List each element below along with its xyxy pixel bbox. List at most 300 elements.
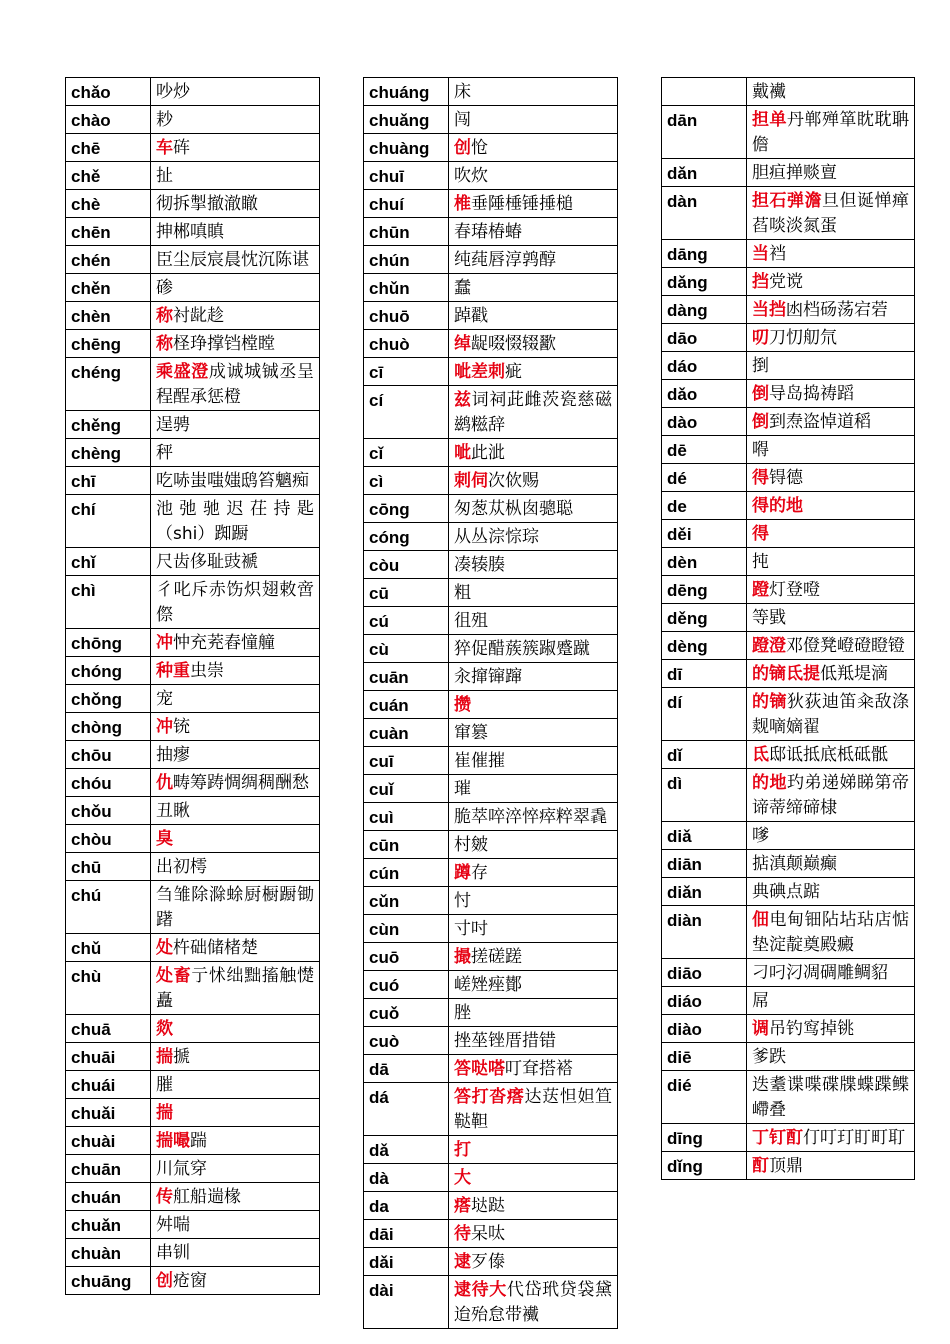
characters-cell: [151, 797, 320, 825]
pinyin-cell: dié: [662, 1071, 747, 1124]
pinyin-cell: cuǒ: [364, 999, 449, 1027]
pinyin-cell: chuí: [364, 190, 449, 218]
characters-cell: [449, 467, 618, 495]
pinyin-cell: chǒu: [66, 797, 151, 825]
characters: 村皴: [454, 835, 488, 855]
pinyin-cell: chuàn: [66, 1239, 151, 1267]
pinyin-cell: děng: [662, 604, 747, 632]
characters-cell: [151, 629, 320, 657]
polyphonic-characters: 处: [156, 938, 173, 958]
polyphonic-characters: 兹: [454, 390, 472, 410]
characters-cell: [449, 579, 618, 607]
polyphonic-characters: 传: [156, 1187, 173, 1207]
characters: 疵: [505, 362, 522, 382]
pinyin-cell: chuǎn: [66, 1211, 151, 1239]
dictionary-row: [364, 162, 618, 190]
characters-cell: [449, 190, 618, 218]
characters-cell: [151, 576, 320, 629]
characters-cell: [151, 439, 320, 467]
polyphonic-characters: 冲: [156, 717, 173, 737]
pinyin-cell: [662, 78, 747, 106]
characters: 垂陲棰锤捶槌: [471, 194, 573, 214]
dictionary-row: [364, 887, 618, 915]
dictionary-row: [364, 190, 618, 218]
characters-cell: [449, 887, 618, 915]
dictionary-row: [364, 831, 618, 859]
characters: 电甸钿阽坫玷店惦垫淀靛奠殿癜: [752, 910, 909, 955]
pinyin-cell: cóng: [364, 523, 449, 551]
dictionary-row: [662, 187, 915, 240]
characters: 砗: [173, 138, 190, 158]
characters: 龊啜惙辍歠: [471, 334, 556, 354]
dictionary-column-1: [65, 77, 320, 1295]
pinyin-cell: còu: [364, 551, 449, 579]
characters: 叮耷搭褡: [505, 1059, 573, 1079]
characters: 歹傣: [471, 1252, 505, 1272]
characters: 代岱玳贷袋黛迨殆怠带襶: [454, 1280, 612, 1325]
characters-cell: [747, 380, 915, 408]
dictionary-row: [66, 685, 320, 713]
characters: 顶鼎: [769, 1156, 803, 1176]
characters: 亍怵绌黜搐触憷矗: [156, 966, 314, 1011]
pinyin-cell: chǐ: [66, 548, 151, 576]
characters-cell: [747, 548, 915, 576]
dictionary-row: [364, 78, 618, 106]
dictionary-row: [66, 576, 320, 629]
pinyin-cell: chuāi: [66, 1043, 151, 1071]
dictionary-row: [66, 797, 320, 825]
characters: 挫莝锉厝措错: [454, 1031, 556, 1051]
pinyin-cell: chuāng: [66, 1267, 151, 1295]
polyphonic-characters: 乘盛澄: [156, 362, 209, 382]
pinyin-cell: dé: [662, 464, 747, 492]
pinyin-cell: chuī: [364, 162, 449, 190]
dictionary-row: [662, 660, 915, 688]
characters-cell: [151, 1099, 320, 1127]
characters-cell: [747, 632, 915, 660]
characters-cell: [449, 775, 618, 803]
characters-cell: [747, 576, 915, 604]
dictionary-row: [364, 330, 618, 358]
characters: 凑辏腠: [454, 555, 505, 575]
polyphonic-characters: 待: [454, 1224, 471, 1244]
pinyin-cell: cī: [364, 358, 449, 386]
pinyin-cell: dīng: [662, 1124, 747, 1152]
polyphonic-characters: 叨: [752, 328, 769, 348]
pinyin-cell: dǎo: [662, 380, 747, 408]
dictionary-row: [364, 218, 618, 246]
dictionary-row: [66, 1211, 320, 1239]
polyphonic-characters: 酊: [752, 1156, 769, 1176]
dictionary-row: [364, 134, 618, 162]
pinyin-cell: chuàng: [364, 134, 449, 162]
pinyin-cell: dào: [662, 408, 747, 436]
characters: 猝促醋蔟簇踧蹙蹴: [454, 639, 590, 659]
dictionary-row: [66, 246, 320, 274]
characters-cell: [449, 386, 618, 439]
characters: 此泚: [471, 443, 505, 463]
polyphonic-characters: 呲: [454, 443, 471, 463]
characters-cell: [747, 987, 915, 1015]
characters-cell: [449, 78, 618, 106]
polyphonic-characters: 答打沓瘩: [454, 1087, 525, 1107]
pinyin-cell: chún: [364, 246, 449, 274]
characters-cell: [151, 825, 320, 853]
characters: 词祠茈雌茨瓷慈磁鹚糍辞: [454, 390, 612, 435]
dictionary-row: [66, 1267, 320, 1295]
characters: 春瑃椿蝽: [454, 222, 522, 242]
pinyin-cell: dāi: [364, 1220, 449, 1248]
pinyin-cell: chuái: [66, 1071, 151, 1099]
characters-cell: [151, 330, 320, 358]
dictionary-row: [364, 1192, 618, 1220]
dictionary-row: [364, 803, 618, 831]
pinyin-cell: dáo: [662, 352, 747, 380]
characters: 忡充茺舂憧艟: [173, 633, 275, 653]
characters: 成诚城铖丞呈程酲承惩橙: [156, 362, 314, 407]
characters-cell: [449, 663, 618, 691]
characters-cell: [747, 1124, 915, 1152]
characters-cell: [747, 268, 915, 296]
dictionary-row: [66, 218, 320, 246]
dictionary-row: [662, 850, 915, 878]
pinyin-cell: chuǎng: [364, 106, 449, 134]
dictionary-row: [364, 1083, 618, 1136]
dictionary-row: [66, 78, 320, 106]
characters-cell: [449, 106, 618, 134]
characters-cell: [151, 962, 320, 1015]
dictionary-row: [662, 324, 915, 352]
pinyin-cell: chěng: [66, 411, 151, 439]
characters-cell: [747, 822, 915, 850]
characters: 嘚: [752, 440, 769, 460]
characters: 膗: [156, 1075, 173, 1095]
characters-cell: [449, 218, 618, 246]
pinyin-cell: cuì: [364, 803, 449, 831]
characters-cell: [449, 999, 618, 1027]
polyphonic-characters: 当: [752, 244, 769, 264]
pinyin-cell: chū: [66, 853, 151, 881]
polyphonic-characters: 的镝: [752, 692, 787, 712]
pinyin-cell: chòng: [66, 713, 151, 741]
pinyin-cell: diān: [662, 850, 747, 878]
characters: 纯莼唇淳鹑醇: [454, 250, 556, 270]
polyphonic-characters: 欻: [156, 1019, 173, 1039]
polyphonic-characters: 得: [752, 524, 769, 544]
characters: 戴襶: [752, 82, 786, 102]
polyphonic-characters: 担石弹澹: [752, 191, 822, 211]
characters-cell: [747, 408, 915, 436]
dictionary-row: [662, 769, 915, 822]
characters-cell: [151, 1043, 320, 1071]
characters-cell: [151, 1267, 320, 1295]
polyphonic-characters: 得的地: [752, 496, 803, 516]
characters-cell: [747, 324, 915, 352]
characters-cell: [449, 831, 618, 859]
pinyin-cell: cuī: [364, 747, 449, 775]
dictionary-row: [364, 246, 618, 274]
characters: 粗: [454, 583, 471, 603]
pinyin-cell: cuán: [364, 691, 449, 719]
pinyin-cell: diǎ: [662, 822, 747, 850]
characters-cell: [747, 492, 915, 520]
pinyin-cell: diào: [662, 1015, 747, 1043]
polyphonic-characters: 调: [752, 1019, 769, 1039]
pinyin-cell: cǐ: [364, 439, 449, 467]
pinyin-cell: chèn: [66, 302, 151, 330]
characters: 汆撺镩蹿: [454, 667, 522, 687]
characters-cell: [449, 803, 618, 831]
pinyin-cell: dāo: [662, 324, 747, 352]
characters-cell: [151, 134, 320, 162]
dictionary-row: [66, 495, 320, 548]
characters-cell: [747, 906, 915, 959]
pinyin-cell: de: [662, 492, 747, 520]
dictionary-row: [364, 915, 618, 943]
dictionary-row: [364, 747, 618, 775]
dictionary-row: [662, 352, 915, 380]
polyphonic-characters: 的地: [752, 773, 787, 793]
pinyin-cell: da: [364, 1192, 449, 1220]
dictionary-row: [364, 1136, 618, 1164]
characters-cell: [151, 411, 320, 439]
polyphonic-characters: 刺伺: [454, 471, 488, 491]
dictionary-row: [364, 999, 618, 1027]
pinyin-cell: cú: [364, 607, 449, 635]
pinyin-cell: chǔ: [66, 934, 151, 962]
characters: 脞: [454, 1003, 471, 1023]
characters: 导岛捣祷蹈: [769, 384, 854, 404]
characters: 丹郸殚箪眈耽聃儋: [752, 110, 909, 155]
polyphonic-characters: 瘩: [454, 1196, 471, 1216]
polyphonic-characters: 逮: [454, 1252, 471, 1272]
characters: 扯: [156, 166, 173, 186]
polyphonic-characters: 打: [454, 1140, 471, 1160]
characters: 等戥: [752, 608, 786, 628]
pinyin-cell: chěn: [66, 274, 151, 302]
pinyin-cell: cùn: [364, 915, 449, 943]
characters-cell: [449, 719, 618, 747]
dictionary-row: [662, 688, 915, 741]
characters-cell: [151, 1127, 320, 1155]
characters-cell: [747, 660, 915, 688]
dictionary-row: [66, 934, 320, 962]
polyphonic-characters: 蹬: [752, 580, 769, 600]
characters: 胆疸掸赕亶: [752, 163, 837, 183]
pinyin-cell: chǒng: [66, 685, 151, 713]
characters-cell: [747, 352, 915, 380]
characters-cell: [747, 159, 915, 187]
dictionary-row: [66, 358, 320, 411]
pinyin-cell: chòu: [66, 825, 151, 853]
polyphonic-characters: 得: [752, 468, 769, 488]
characters-cell: [747, 604, 915, 632]
characters: 舡船遄椽: [173, 1187, 241, 1207]
dictionary-row: [662, 822, 915, 850]
characters-cell: [747, 850, 915, 878]
characters: 典碘点踮: [752, 882, 820, 902]
pinyin-cell: chē: [66, 134, 151, 162]
dictionary-row: [364, 1248, 618, 1276]
dictionary-row: [66, 1155, 320, 1183]
characters: 疮窗: [173, 1271, 207, 1291]
characters: 寸吋: [454, 919, 488, 939]
polyphonic-characters: 氐: [752, 745, 769, 765]
dictionary-row: [662, 1043, 915, 1071]
dictionary-row: [662, 1071, 915, 1124]
dictionary-row: [662, 464, 915, 492]
pinyin-cell: dí: [662, 688, 747, 741]
dictionary-row: [662, 878, 915, 906]
characters: 匆葱苁枞囱骢聪: [454, 499, 573, 519]
pinyin-cell: děi: [662, 520, 747, 548]
dictionary-row: [364, 495, 618, 523]
characters-cell: [449, 1248, 618, 1276]
pinyin-cell: cōng: [364, 495, 449, 523]
characters: 踔戳: [454, 306, 488, 326]
polyphonic-characters: 揣: [156, 1103, 173, 1123]
dictionary-row: [66, 190, 320, 218]
characters-cell: [747, 688, 915, 741]
pinyin-cell: dā: [364, 1055, 449, 1083]
pinyin-cell: chuā: [66, 1015, 151, 1043]
characters: 臣尘辰宸晨忱沉陈谌: [156, 250, 309, 270]
dictionary-row: [364, 1055, 618, 1083]
characters-cell: [449, 330, 618, 358]
characters-cell: [151, 1071, 320, 1099]
pinyin-cell: chú: [66, 881, 151, 934]
characters-cell: [449, 1276, 618, 1329]
characters-cell: [747, 520, 915, 548]
characters-cell: [151, 495, 320, 548]
pinyin-cell: chōu: [66, 741, 151, 769]
dictionary-row: [364, 274, 618, 302]
pinyin-cell: chuǎi: [66, 1099, 151, 1127]
characters: 窜篡: [454, 723, 488, 743]
characters: 玓弟递娣睇第帝谛蒂缔碲棣: [752, 773, 909, 818]
characters-cell: [151, 548, 320, 576]
characters-cell: [449, 1027, 618, 1055]
characters-cell: [449, 302, 618, 330]
polyphonic-characters: 呲差刺: [454, 362, 505, 382]
dictionary-row: [662, 959, 915, 987]
characters: 邸诋抵底柢砥骶: [769, 745, 888, 765]
dictionary-row: [66, 881, 320, 934]
characters-cell: [151, 246, 320, 274]
pinyin-cell: cí: [364, 386, 449, 439]
characters-cell: [747, 464, 915, 492]
characters-cell: [151, 769, 320, 797]
dictionary-row: [66, 274, 320, 302]
characters-cell: [151, 741, 320, 769]
characters: 凼档砀荡宕菪: [786, 300, 888, 320]
dictionary-row: [364, 579, 618, 607]
characters-cell: [449, 274, 618, 302]
dictionary-row: [662, 1124, 915, 1152]
polyphonic-characters: 创: [156, 1271, 173, 1291]
characters-cell: [449, 1220, 618, 1248]
dictionary-row: [364, 106, 618, 134]
characters-cell: [747, 878, 915, 906]
characters-cell: [449, 691, 618, 719]
characters-cell: [449, 1136, 618, 1164]
pinyin-cell: cuò: [364, 1027, 449, 1055]
characters: 邓僜凳嶝磴瞪镫: [786, 636, 905, 656]
pinyin-cell: cù: [364, 635, 449, 663]
characters-cell: [449, 523, 618, 551]
characters: 嵯矬痤鄼: [454, 975, 522, 995]
characters-cell: [151, 106, 320, 134]
characters-cell: [151, 1183, 320, 1211]
dictionary-row: [66, 769, 320, 797]
pinyin-cell: chōng: [66, 629, 151, 657]
characters-cell: [151, 467, 320, 495]
characters: 党谠: [769, 272, 803, 292]
dictionary-row: [662, 741, 915, 769]
dictionary-row: [66, 741, 320, 769]
characters-cell: [449, 162, 618, 190]
characters: 爹跌: [752, 1047, 786, 1067]
characters: 存: [471, 863, 488, 883]
polyphonic-characters: 冲: [156, 633, 173, 653]
characters: 达荙怛妲笪鞑靼: [454, 1087, 612, 1132]
characters: 刁叼汈凋碉雕鲷貂: [752, 963, 888, 983]
characters: 畴筹踌惆绸稠酬愁: [173, 773, 309, 793]
dictionary-row: [66, 629, 320, 657]
pinyin-cell: chuān: [66, 1155, 151, 1183]
dictionary-row: [66, 134, 320, 162]
characters: 旦但诞惮瘅萏啖淡氮蛋: [752, 191, 909, 236]
characters-cell: [151, 1239, 320, 1267]
pinyin-cell: chí: [66, 495, 151, 548]
dictionary-row: [662, 576, 915, 604]
pinyin-cell: cuó: [364, 971, 449, 999]
dictionary-row: [66, 548, 320, 576]
characters-cell: [449, 551, 618, 579]
characters: 迭耋谍喋碟牒蝶蹀鲽嵽叠: [752, 1075, 909, 1120]
characters-cell: [151, 78, 320, 106]
pinyin-cell: dǎ: [364, 1136, 449, 1164]
characters-cell: [151, 685, 320, 713]
characters: 踹: [190, 1131, 207, 1151]
dictionary-row: [364, 1027, 618, 1055]
characters: 垯跶: [471, 1196, 505, 1216]
dictionary-row: [364, 1276, 618, 1329]
polyphonic-characters: 撮: [454, 947, 471, 967]
polyphonic-characters: 倒: [752, 412, 769, 432]
dictionary-row: [66, 853, 320, 881]
characters: 池弛驰迟茌持匙（shi）踟蹰: [156, 499, 314, 544]
dictionary-row: [364, 691, 618, 719]
characters: 碜: [156, 278, 173, 298]
pinyin-cell: cì: [364, 467, 449, 495]
dictionary-row: [662, 436, 915, 464]
characters: 刀忉舠氘: [769, 328, 837, 348]
polyphonic-characters: 处畜: [156, 966, 192, 986]
pinyin-cell: chào: [66, 106, 151, 134]
characters: 搓磋蹉: [471, 947, 522, 967]
pinyin-cell: dì: [662, 769, 747, 822]
characters: 柽琤撑铛樘瞠: [173, 334, 275, 354]
dictionary-row: [364, 386, 618, 439]
characters-cell: [747, 78, 915, 106]
dictionary-row: [662, 408, 915, 436]
characters-cell: [449, 915, 618, 943]
pinyin-cell: chě: [66, 162, 151, 190]
characters: 仃叮玎盯町耵: [803, 1128, 905, 1148]
characters-cell: [449, 1164, 618, 1192]
characters: 闯: [454, 110, 471, 130]
